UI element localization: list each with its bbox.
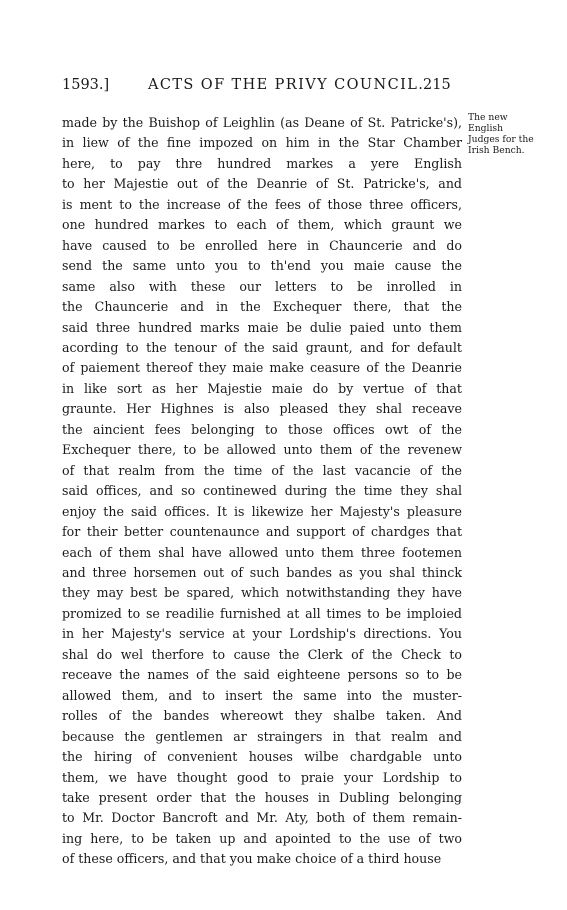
text-line: and three horsemen out of such bandes as you shal thinck [62, 564, 462, 580]
text-line: have caused to be enrolled here in Chauncerie and do [62, 237, 462, 253]
margin-note-line: English [468, 123, 504, 134]
running-header [62, 77, 462, 97]
text-line: said three hundred marks maie be dulie paied unto them [62, 319, 462, 335]
text-line: of these officers, and that you make choice of a third house [62, 851, 442, 867]
text-line: Exchequer there, to be allowed unto them of the revenew [62, 442, 462, 458]
text-line: graunte. Her Highnes is also pleased they shal receave [62, 401, 462, 417]
text-line: one hundred markes to each of them, which graunt we [62, 217, 462, 233]
text-line: in liew of the fine impozed on him in the Star Chamber [62, 135, 462, 151]
text-line: the aincient fees belonging to those offices owt of the [62, 421, 462, 437]
text-line: they may best be spared, which notwithstanding they have [62, 585, 462, 601]
text-line: ing here, to be taken up and apointed to the use of two [62, 830, 462, 846]
margin-note-line: Judges for the [468, 134, 534, 145]
text-line: receave the names of the said eighteene persons so to be [62, 667, 462, 683]
text-line: take present order that the houses in Dubling belonging [62, 789, 462, 805]
text-line: send the same unto you to th'end you maie cause the [62, 258, 462, 274]
page-number: 215 [423, 77, 451, 93]
text-line: because the gentlemen ar straingers in that realm and [62, 728, 462, 744]
text-line: allowed them, and to insert the same into the muster- [62, 687, 462, 703]
text-line: them, we have thought good to praie your Lordship to [62, 769, 462, 785]
text-line: same also with these our letters to be inrolled in [62, 278, 462, 294]
text-line: in like sort as her Majestie maie do by vertue of that [62, 380, 462, 396]
margin-note-line: Irish Bench. [468, 145, 525, 156]
text-line: the hiring of convenient houses wilbe chardgable unto [62, 749, 462, 765]
text-line: shal do wel therfore to cause the Clerk of the Check to [62, 646, 462, 662]
text-line: each of them shal have allowed unto them three footemen [62, 544, 462, 560]
text-line: is ment to the increase of the fees of those three officers, [62, 196, 462, 212]
margin-note [468, 112, 566, 156]
margin-note-line: The new [468, 112, 508, 123]
text-line: the Chauncerie and in the Exchequer there, that the [62, 299, 462, 315]
text-line: enjoy the said offices. It is likewize her Majesty's pleasure [62, 503, 462, 519]
header-date: 1593.] [62, 77, 110, 93]
text-line: made by the Buishop of Leighlin (as Deane of St. Patricke's), [62, 115, 462, 130]
text-line: acording to the tenour of the said graunt, and for default [62, 339, 462, 355]
text-line: for their better countenaunce and support of chardges that [62, 524, 462, 540]
body-text [62, 113, 462, 870]
header-title: ACTS OF THE PRIVY COUNCIL. [148, 77, 425, 93]
text-line: to her Majestie out of the Deanrie of St. Patricke's, and [62, 176, 462, 192]
text-line: of that realm from the time of the last vacancie of the [62, 462, 462, 478]
text-line: of paiement thereof they maie make ceasure of the Deanrie [62, 360, 462, 376]
text-line: said offices, and so continewed during the time they shal [62, 483, 462, 499]
text-line: here, to pay thre hundred markes a yere English [62, 155, 462, 171]
text-line: in her Majesty's service at your Lordship's directions. You [62, 626, 462, 642]
text-line: to Mr. Doctor Bancroft and Mr. Aty, both of them remain- [62, 810, 462, 826]
text-line: rolles of the bandes whereowt they shalbe taken. And [62, 708, 462, 724]
text-line: promized to se readilie furnished at all times to be imploied [62, 605, 462, 621]
